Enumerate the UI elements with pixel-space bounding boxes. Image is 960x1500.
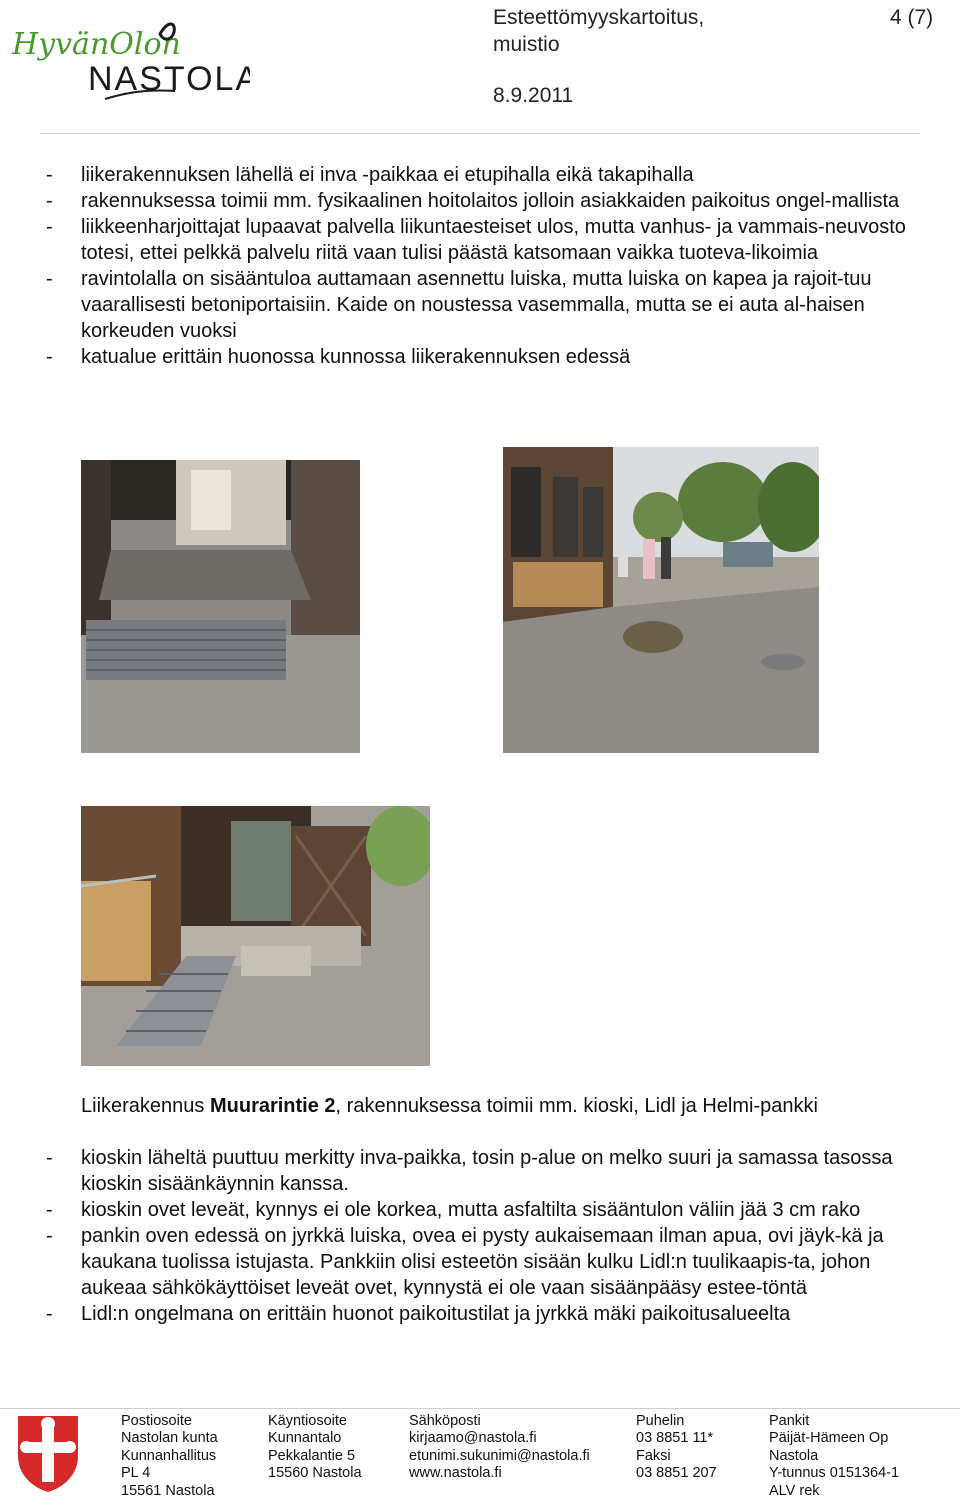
findings-list-2 xyxy=(46,1145,926,1327)
document-title: Esteettömyyskartoitus, muistio xyxy=(493,6,705,56)
list-item: - liikerakennuksen lähellä ei inva -paikkaa ei etupihalla eikä takapihalla xyxy=(46,164,694,186)
svg-text:HyvänOlon: HyvänOlon xyxy=(12,27,181,62)
page-number: 4 (7) xyxy=(890,6,934,29)
footer-visiting-address: Käyntiosoite Kunnantalo Pekkalantie 5 15560 Nastola xyxy=(268,1413,362,1482)
building-caption: Liikerakennus Muurarintie 2, rakennuksessa toimii mm. kioski, Lidl ja Helmi-pankki xyxy=(81,1095,818,1117)
footer-divider xyxy=(0,1408,960,1409)
svg-text:NASTOLA: NASTOLA xyxy=(88,60,250,98)
email-link[interactable]: kirjaamo@nastola.fi xyxy=(409,1430,537,1447)
document-date: 8.9.2011 xyxy=(493,84,574,107)
nastola-logo xyxy=(10,4,250,104)
footer-email: Sähköposti kirjaamo@nastola.fi etunimi.sukunimi@nastola.fi www.nastola.fi xyxy=(409,1413,590,1482)
list-item: - rakennuksessa toimii mm. fysikaalinen hoitolaitos jolloin asiakkaiden paikoitus ongel-mallista xyxy=(46,190,900,212)
footer-banks: Pankit Päijät-Hämeen Op Nastola Y-tunnus 0151364-1 ALV rek xyxy=(769,1413,900,1499)
building-address: Muurarintie 2 xyxy=(209,1095,336,1117)
findings-list-1 xyxy=(46,162,926,370)
list-item: - katualue erittäin huonossa kunnossa liikerakennuksen edessä xyxy=(46,346,631,368)
list-item: - liikkeenharjoittajat lupaavat palvella liikuntaesteiset ulos, mutta vanhus- ja vammais-neuvosto totesi, ettei pelkkä palvelu riitä vaan tulisi päästä katsomaan vaikka tuoteva-likoimia xyxy=(46,216,906,264)
photo-street-sidewalk xyxy=(503,447,819,753)
email-link[interactable]: etunimi.sukunimi@nastola.fi xyxy=(409,1447,590,1464)
list-item: - Lidl:n ongelmana on erittäin huonot paikoitustilat ja jyrkkä mäki paikoitusalueelta xyxy=(46,1303,791,1325)
photo-entrance-doorway xyxy=(81,460,360,753)
photo-kiosk-ramp xyxy=(81,806,430,1066)
list-item: - pankin oven edessä on jyrkkä luiska, ovea ei pysty aukaisemaan ilman apua, ovi jäyk-kä ja kaukana tuolissa istujasta. Pankkiin olisi esteetön sisään kulku Lidl:n tuulikaapis-ta, johon aukeaa sähkökäyttöiset leveät ovet, kynnystä ei ole vaan sisäänpääsy estee-töntä xyxy=(46,1225,884,1299)
list-item: - ravintolalla on sisääntuloa auttamaan asennettu luiska, mutta luiska on kapea ja rajoit-tuu vaarallisesti betoniportaisiin. Kaide on noustessa vasemmalla, mutta se ei auta al-haisen korkeuden vuoksi xyxy=(46,268,872,342)
website-link[interactable]: www.nastola.fi xyxy=(409,1465,502,1482)
list-item: - kioskin läheltä puuttuu merkitty inva-paikka, tosin p-alue on melko suuri ja samassa tasossa kioskin sisäänkäynnin kanssa. xyxy=(46,1147,893,1195)
list-item: - kioskin ovet leveät, kynnys ei ole korkea, mutta asfaltilta sisääntulon väliin jää 3 cm rako xyxy=(46,1199,861,1221)
footer-phone: Puhelin 03 8851 11* Faksi 03 8851 207 xyxy=(636,1413,717,1482)
footer-postal-address: Postiosoite Nastolan kunta Kunnanhallitus PL 4 15561 Nastola xyxy=(121,1413,218,1499)
nastola-crest-icon xyxy=(12,1412,84,1494)
header-divider xyxy=(40,133,920,134)
